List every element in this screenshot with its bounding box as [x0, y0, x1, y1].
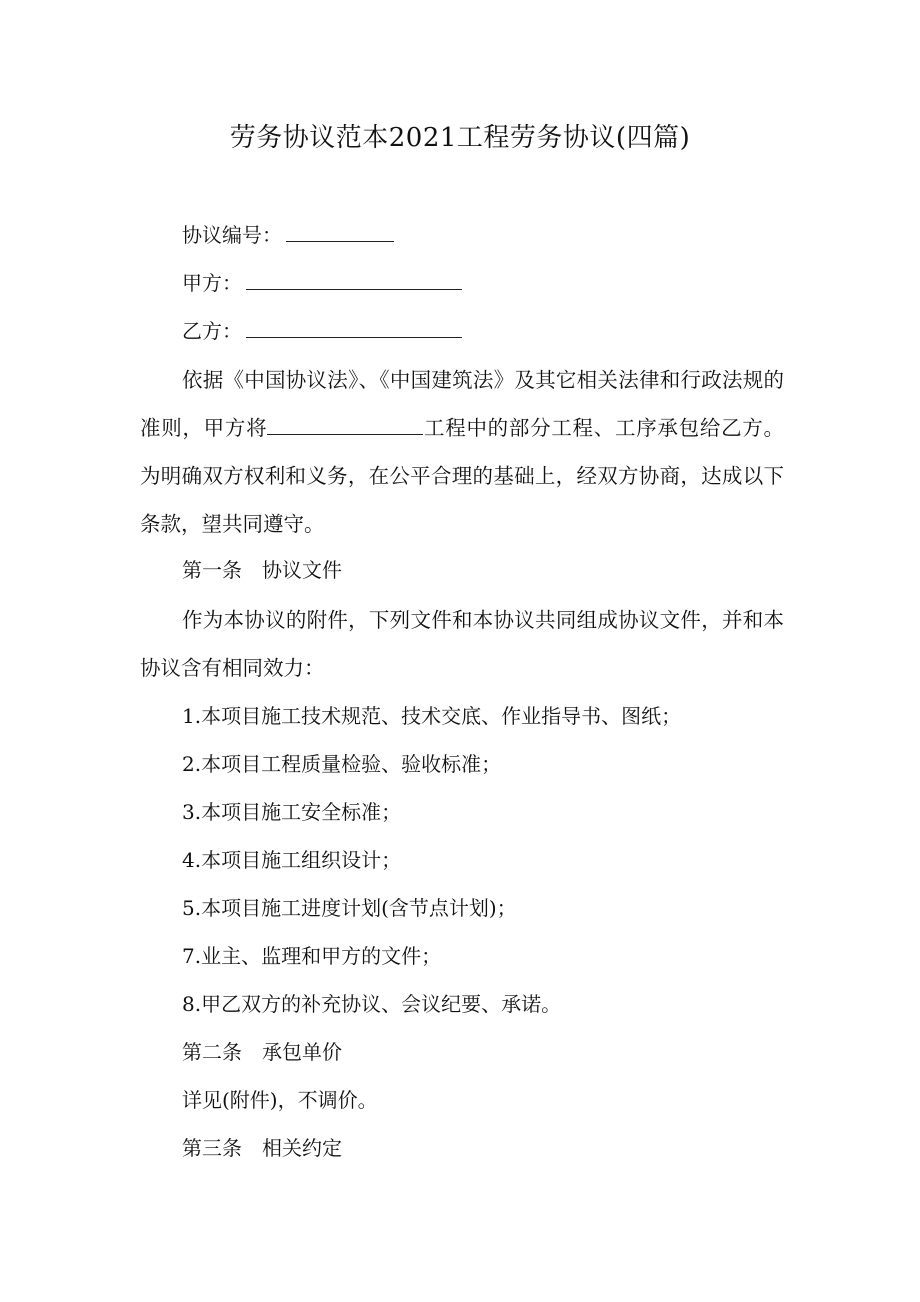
list-item: 2.本项目工程质量检验、验收标准； — [182, 752, 502, 776]
list-item: 8.甲乙双方的补充协议、会议纪要、承诺。 — [182, 992, 562, 1016]
party-a-label: 甲方： — [182, 271, 242, 295]
article-1-heading: 第一条 协议文件 — [182, 558, 342, 582]
party-b-label: 乙方： — [182, 319, 242, 343]
list-item: 4.本项目施工组织设计； — [182, 848, 402, 872]
agreement-number-label: 协议编号： — [182, 223, 282, 247]
list-item: 1.本项目施工技术规范、技术交底、作业指导书、图纸； — [182, 704, 682, 728]
project-name-blank — [267, 416, 423, 435]
article-3-heading: 第三条 相关约定 — [182, 1136, 342, 1160]
intro-text-after: 工程中的部分工程、工序承包给乙方。为明确双方权利和义务，在公平合理的基础上，经双方协商，达成以下条款，望共同遵守。 — [140, 416, 785, 536]
article-1-text: 作为本协议的附件，下列文件和本协议共同组成协议文件，并和本协议含有相同效力： — [140, 608, 784, 680]
party-b-blank — [246, 319, 462, 338]
document-title: 劳务协议范本2021工程劳务协议(四篇) — [229, 123, 691, 153]
agreement-number-blank — [286, 223, 394, 242]
party-a-blank — [246, 271, 462, 290]
list-item: 5.本项目施工进度计划(含节点计划)； — [182, 896, 517, 920]
list-item: 7.业主、监理和甲方的文件； — [182, 944, 442, 968]
intro-text-before: 依据《中国协议法》、《中国建筑法》及其它相关法律和行政法规的准则，甲方将 — [140, 368, 784, 440]
list-item: 3.本项目施工安全标准； — [182, 800, 402, 824]
article-2-heading: 第二条 承包单价 — [182, 1040, 342, 1064]
party-a-field — [182, 268, 462, 298]
article-2-text: 详见(附件)，不调价。 — [182, 1088, 378, 1112]
party-b-field — [182, 316, 462, 346]
intro-paragraph — [140, 356, 784, 548]
agreement-number-field — [182, 220, 394, 250]
